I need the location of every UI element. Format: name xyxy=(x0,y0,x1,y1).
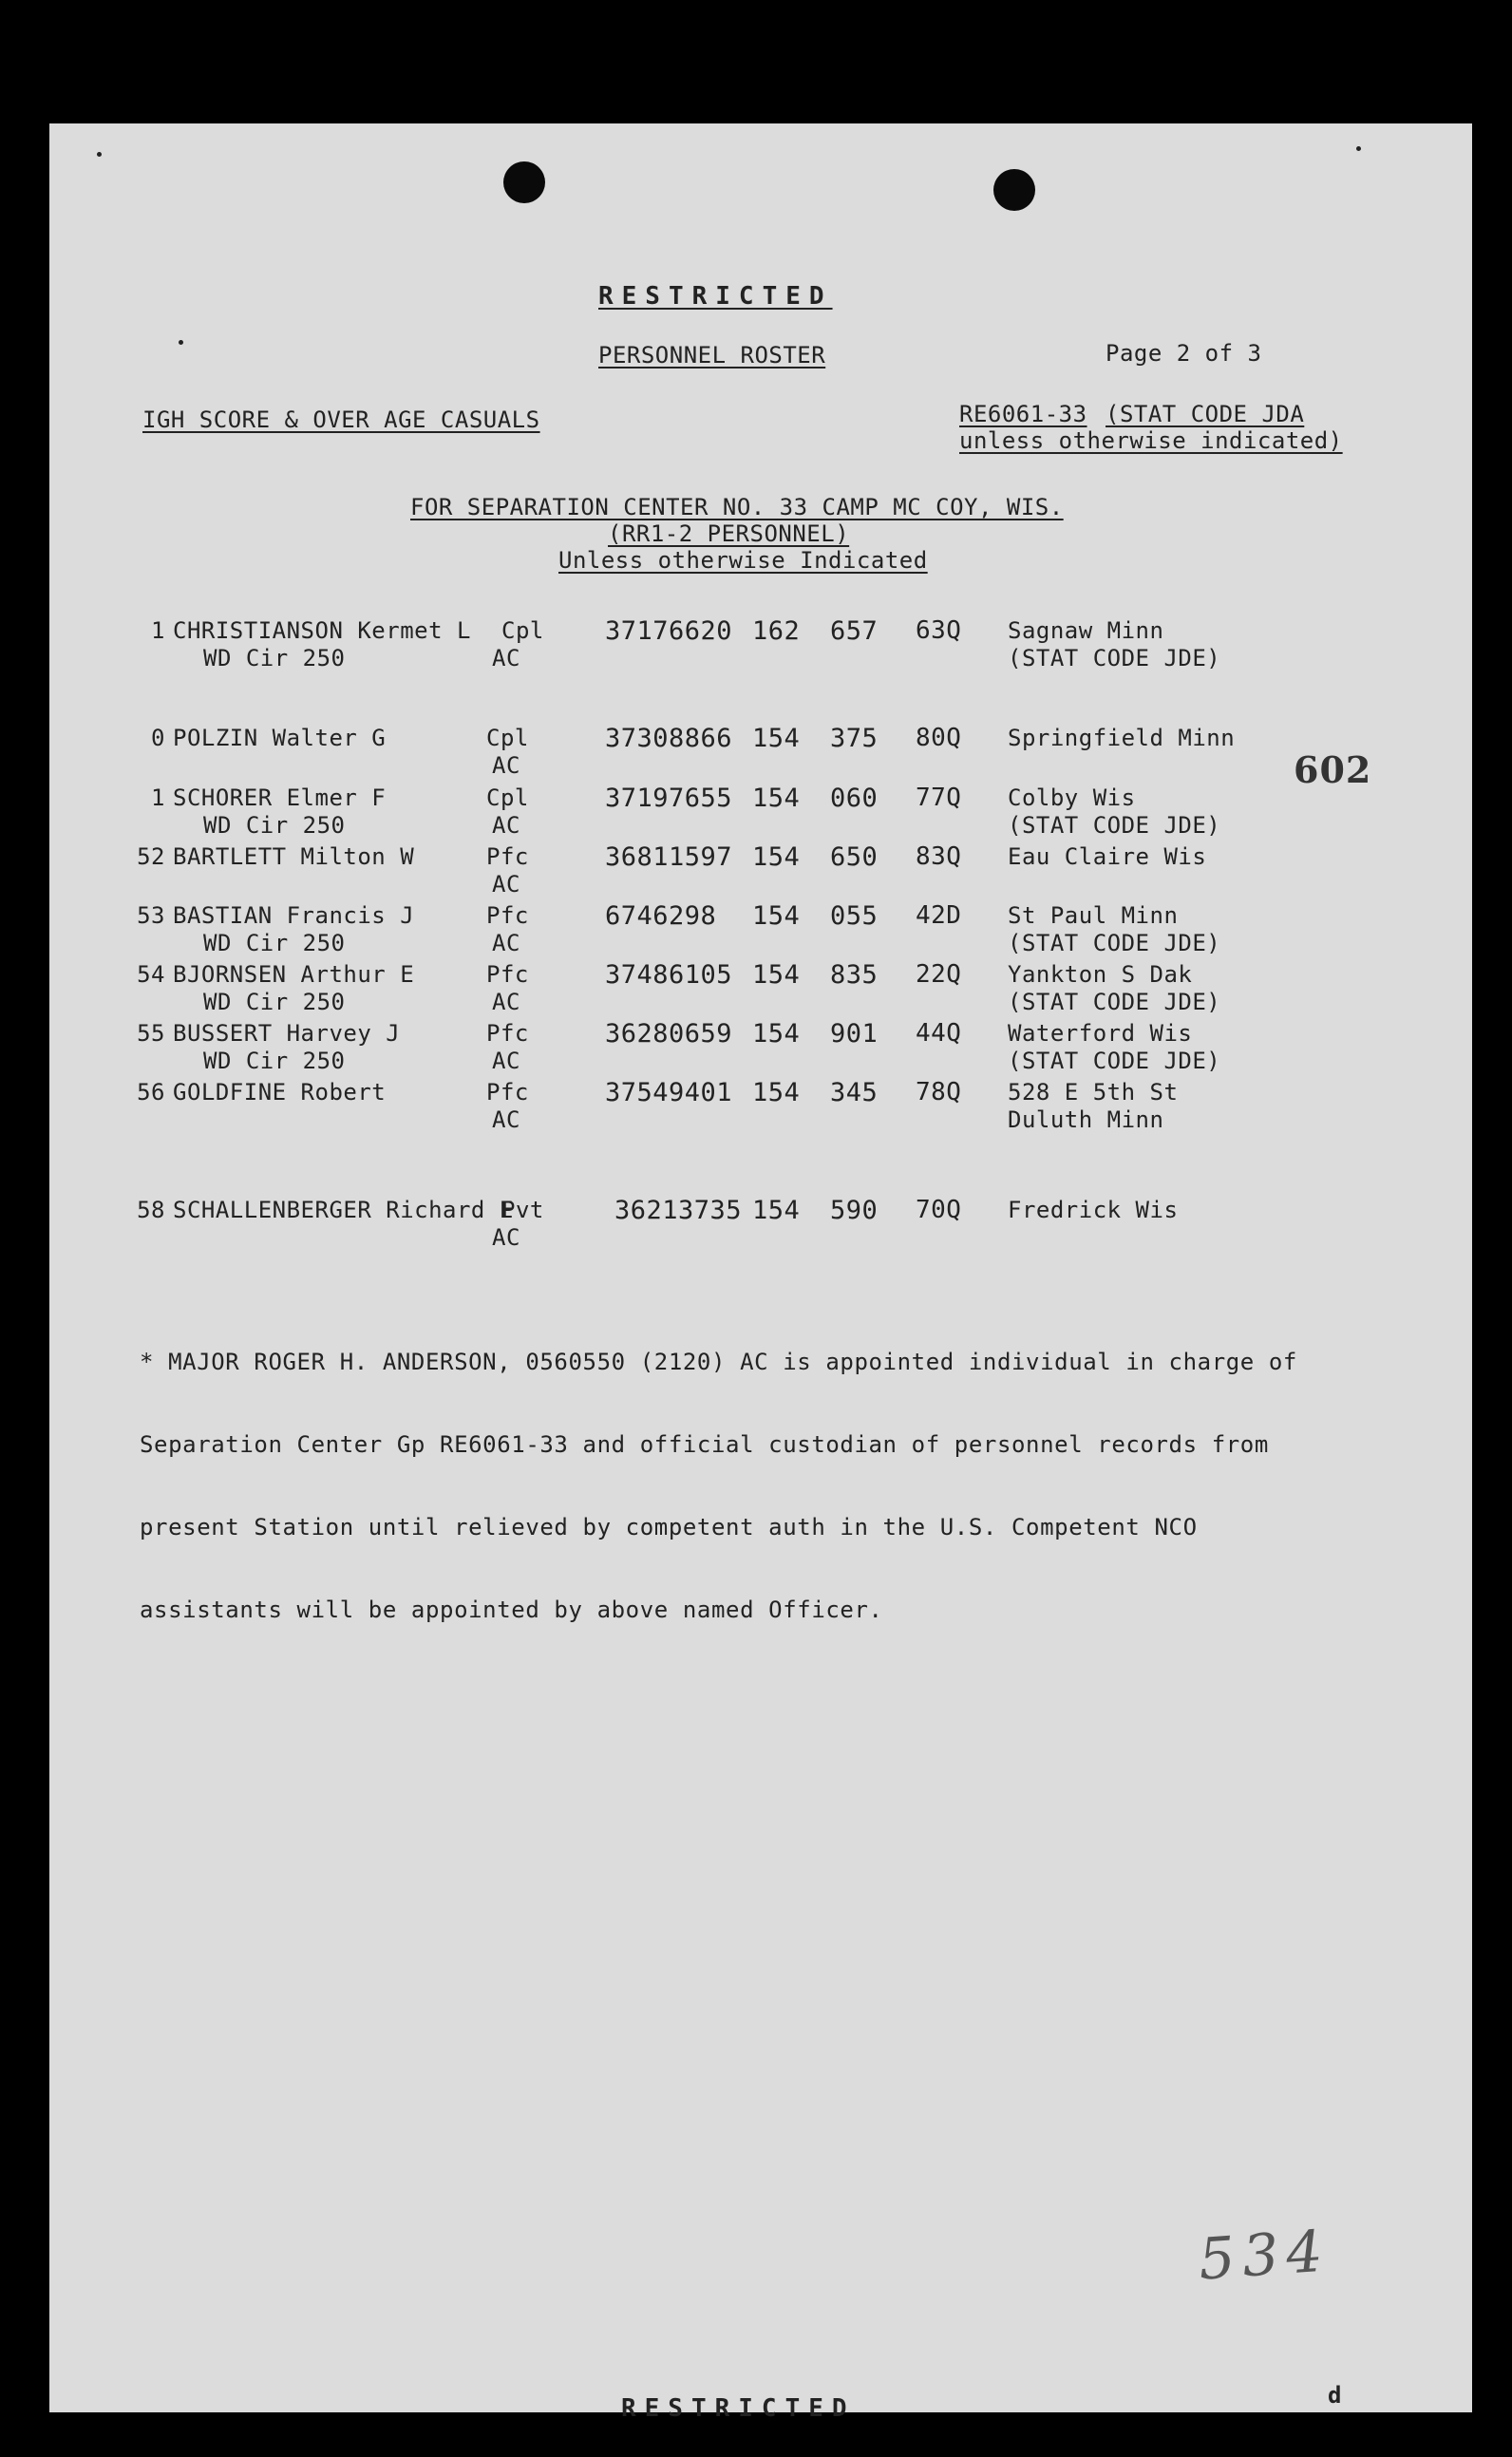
code-c: 78Q xyxy=(916,1078,962,1106)
branch: AC xyxy=(492,1048,520,1074)
soldier-name: BUSSERT Harvey J xyxy=(173,1020,401,1047)
roster-number: 52 xyxy=(137,843,165,870)
authority-reference: WD Cir 250 xyxy=(203,989,346,1015)
serial-number: 36213735 xyxy=(614,1196,743,1225)
code-a: 154 xyxy=(752,1196,801,1225)
soldier-name: GOLDFINE Robert xyxy=(173,1079,387,1106)
soldier-name: BASTIAN Francis J xyxy=(173,902,415,929)
address-note: (STAT CODE JDE) xyxy=(1008,812,1221,839)
code-a: 154 xyxy=(752,784,801,813)
rank: Pfc xyxy=(486,1079,529,1106)
home-address: 528 E 5th St xyxy=(1008,1079,1179,1106)
roster-number: 58 xyxy=(137,1197,165,1223)
serial-number: 37176620 xyxy=(605,616,733,646)
paragraph-line: present Station until relieved by competent auth in the U.S. Competent NCO xyxy=(140,1514,1198,1540)
home-address: Sagnaw Minn xyxy=(1008,617,1164,644)
roster-row xyxy=(49,961,1472,1018)
authority-reference: WD Cir 250 xyxy=(203,645,346,671)
serial-number: 36811597 xyxy=(605,842,733,872)
soldier-name: CHRISTIANSON Kermet L xyxy=(173,617,471,644)
code-b: 835 xyxy=(830,960,879,990)
handwritten-number: 534 xyxy=(1196,2218,1332,2294)
code-c: 80Q xyxy=(916,724,962,752)
speck xyxy=(97,152,102,157)
code-a: 154 xyxy=(752,1078,801,1107)
roster-row xyxy=(49,1020,1472,1077)
roster-row xyxy=(49,843,1472,900)
roster-number: 54 xyxy=(137,961,165,988)
authority-reference: WD Cir 250 xyxy=(203,812,346,839)
stat-code-note: unless otherwise indicated) xyxy=(959,427,1343,454)
officer-appointment-paragraph xyxy=(140,1294,1431,1679)
rank: Pfc xyxy=(486,902,529,929)
roster-number: 56 xyxy=(137,1079,165,1106)
paragraph-line: Separation Center Gp RE6061-33 and official custodian of personnel records from xyxy=(140,1431,1269,1458)
roster-row xyxy=(49,902,1472,959)
roster-row xyxy=(49,725,1472,782)
code-c: 77Q xyxy=(916,784,962,812)
page-label: Page 2 of 3 xyxy=(1106,340,1262,367)
paragraph-line: assistants will be appointed by above named Officer. xyxy=(140,1597,883,1623)
branch: AC xyxy=(492,1106,520,1133)
address-note: (STAT CODE JDE) xyxy=(1008,930,1221,956)
corner-mark: d xyxy=(1328,2382,1342,2409)
serial-number: 37549401 xyxy=(605,1078,733,1107)
home-address: Fredrick Wis xyxy=(1008,1197,1179,1223)
code-a: 154 xyxy=(752,842,801,872)
home-address: Waterford Wis xyxy=(1008,1020,1193,1047)
classification-top: RESTRICTED xyxy=(598,282,833,311)
home-address: Springfield Minn xyxy=(1008,725,1236,751)
rank: Cpl xyxy=(486,784,529,811)
code-a: 154 xyxy=(752,960,801,990)
serial-number: 37197655 xyxy=(605,784,733,813)
branch: AC xyxy=(492,930,520,956)
speck xyxy=(179,340,183,345)
code-b: 375 xyxy=(830,724,879,753)
code-b: 657 xyxy=(830,616,879,646)
roster-row xyxy=(49,617,1472,674)
roster-number: 53 xyxy=(137,902,165,929)
code-b: 901 xyxy=(830,1019,879,1049)
page-number-stamp: 602 xyxy=(1294,748,1372,791)
address-note: (STAT CODE JDE) xyxy=(1008,1048,1221,1074)
code-c: 63Q xyxy=(916,616,962,645)
code-a: 154 xyxy=(752,724,801,753)
address-note: (STAT CODE JDE) xyxy=(1008,645,1221,671)
authority-reference: WD Cir 250 xyxy=(203,1048,346,1074)
address-note: Duluth Minn xyxy=(1008,1106,1164,1133)
group-code: RE6061-33 xyxy=(959,401,1087,427)
speck xyxy=(1356,146,1361,151)
address-note: (STAT CODE JDE) xyxy=(1008,989,1221,1015)
home-address: Eau Claire Wis xyxy=(1008,843,1207,870)
authority-reference: WD Cir 250 xyxy=(203,930,346,956)
rank: Cpl xyxy=(486,725,529,751)
soldier-name: POLZIN Walter G xyxy=(173,725,387,751)
roster-row xyxy=(49,1197,1472,1254)
roster-number: 0 xyxy=(151,725,165,751)
code-b: 650 xyxy=(830,842,879,872)
home-address: Yankton S Dak xyxy=(1008,961,1193,988)
code-c: 70Q xyxy=(916,1196,962,1224)
document-page xyxy=(49,123,1472,2423)
personnel-line: (RR1-2 PERSONNEL) xyxy=(608,520,850,547)
code-c: 42D xyxy=(916,901,962,930)
unless-indicated-line: Unless otherwise Indicated xyxy=(558,547,928,574)
branch: AC xyxy=(492,812,520,839)
soldier-name: SCHALLENBERGER Richard E xyxy=(173,1197,514,1223)
serial-number: 6746298 xyxy=(605,901,717,931)
serial-number: 36280659 xyxy=(605,1019,733,1049)
soldier-name: BARTLETT Milton W xyxy=(173,843,415,870)
rank: Cpl xyxy=(501,617,544,644)
paragraph-line: * MAJOR ROGER H. ANDERSON, 0560550 (2120) AC is appointed individual in charge of xyxy=(140,1349,1297,1375)
roster-number: 1 xyxy=(151,617,165,644)
rank: Pvt xyxy=(501,1197,544,1223)
soldier-name: BJORNSEN Arthur E xyxy=(173,961,415,988)
code-c: 44Q xyxy=(916,1019,962,1048)
stat-code: (STAT CODE JDA xyxy=(1106,401,1305,427)
home-address: St Paul Minn xyxy=(1008,902,1179,929)
serial-number: 37308866 xyxy=(605,724,733,753)
branch: AC xyxy=(492,645,520,671)
roster-number: 55 xyxy=(137,1020,165,1047)
code-c: 22Q xyxy=(916,960,962,989)
code-a: 154 xyxy=(752,901,801,931)
roster-number: 1 xyxy=(151,784,165,811)
code-a: 162 xyxy=(752,616,801,646)
binder-hole-left xyxy=(503,161,545,203)
separation-center-line: FOR SEPARATION CENTER NO. 33 CAMP MC COY, WIS. xyxy=(410,494,1064,520)
roster-title: PERSONNEL ROSTER xyxy=(598,342,826,369)
soldier-name: SCHORER Elmer F xyxy=(173,784,387,811)
code-b: 345 xyxy=(830,1078,879,1107)
rank: Pfc xyxy=(486,961,529,988)
classification-bottom: RESTRICTED xyxy=(621,2394,856,2423)
branch: AC xyxy=(492,752,520,779)
roster-row xyxy=(49,1079,1472,1136)
code-a: 154 xyxy=(752,1019,801,1049)
code-b: 060 xyxy=(830,784,879,813)
home-address: Colby Wis xyxy=(1008,784,1136,811)
binder-hole-right xyxy=(993,169,1035,211)
code-b: 590 xyxy=(830,1196,879,1225)
rank: Pfc xyxy=(486,1020,529,1047)
branch: AC xyxy=(492,1224,520,1251)
serial-number: 37486105 xyxy=(605,960,733,990)
branch: AC xyxy=(492,989,520,1015)
code-c: 83Q xyxy=(916,842,962,871)
roster-category-heading: IGH SCORE & OVER AGE CASUALS xyxy=(142,406,540,433)
roster-row xyxy=(49,784,1472,841)
branch: AC xyxy=(492,871,520,898)
code-b: 055 xyxy=(830,901,879,931)
rank: Pfc xyxy=(486,843,529,870)
